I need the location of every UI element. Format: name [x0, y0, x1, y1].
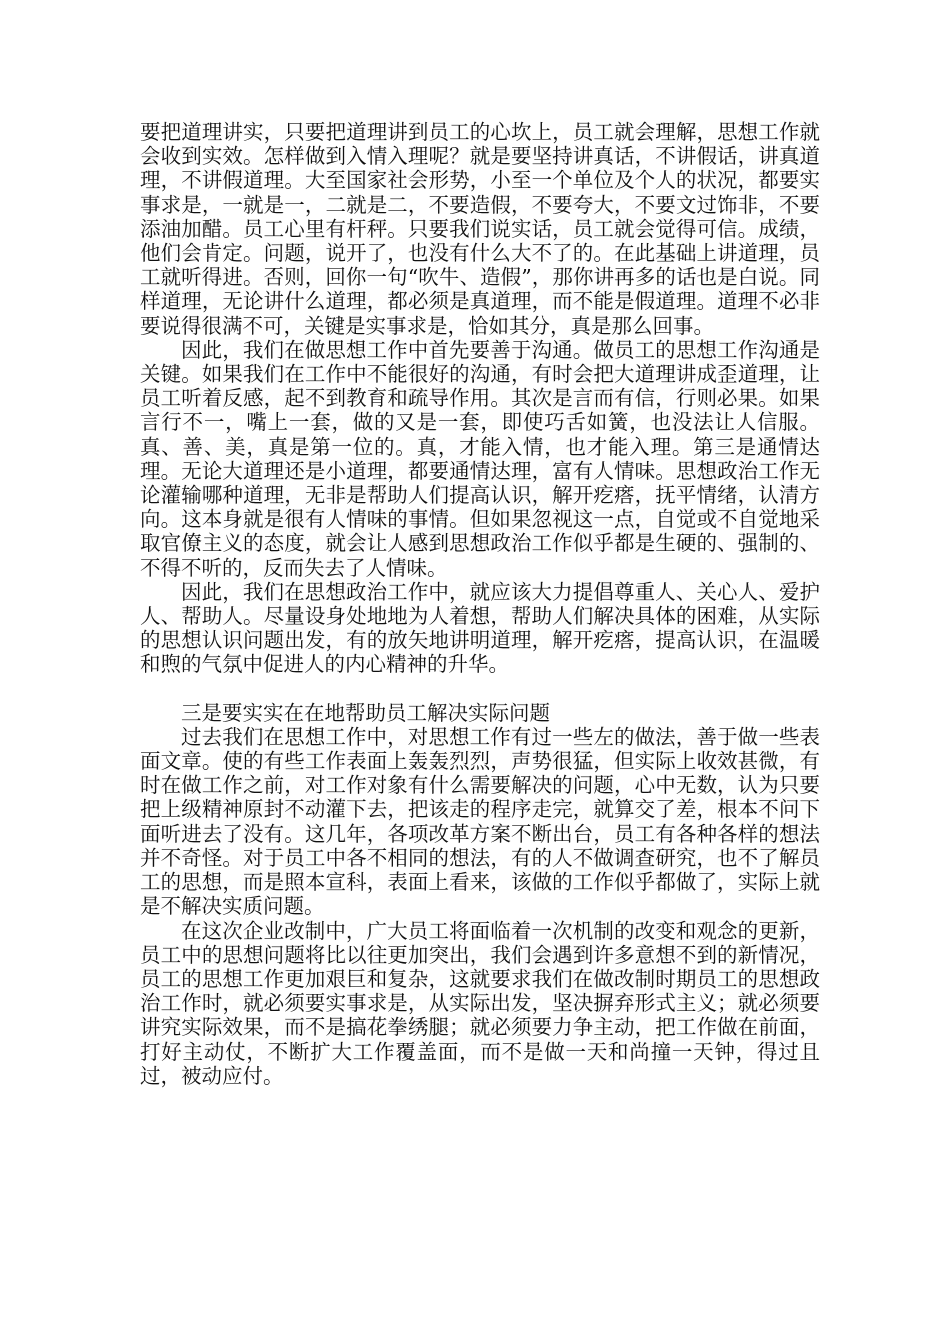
- section-heading: 三是要实实在在地帮助员工解决实际问题: [181, 700, 550, 725]
- paragraph-intro: 要把道理讲实，只要把道理讲到员工的心坎上，员工就会理解，思想工作就会收到实效。怎样做到入情入理呢？就是要坚持讲真话，不讲假话，讲真道理，不讲假道理。大至国家社会形势，小至一个单位及个人的状况，都要实事求是，一就是一，二就是二，不要造假，不要夸大，不要文过饰非，不要添油加醋。员工心里有杆秤。只要我们说实话，员工就会觉得可信。成绩，他们会肯定。问题，说开了，也没有什么大不了的。在此基础上讲道理，员工就听得进。否则，回你一句“吹牛、造假”，那你讲再多的话也是白说。同样道理，无论讲什么道理，都必须是真道理，而不能是假道理。道理不必非要说得很满不可，关键是实事求是，恰如其分，真是那么回事。: [140, 120, 820, 338]
- paragraph-past-practice: 过去我们在思想工作中，对思想工作有过一些左的做法，善于做一些表面文章。使的有些工作表面上轰轰烈烈，声势很猛，但实际上收效甚微，有时在做工作之前，对工作对象有什么需要解决的问题，心中无数，认为只要把上级精神原封不动灌下去，把该走的程序走完，就算交了差，根本不问下面听进去了没有。这几年，各项改革方案不断出台，员工有各种各样的想法并不奇怪。对于员工中各不相同的想法，有的人不做调查研究，也不了解员工的思想，而是照本宣科，表面上看来，该做的工作似乎都做了，实际上就是不解决实质问题。: [140, 724, 820, 919]
- paragraph-respect: 因此，我们在思想政治工作中，就应该大力提倡尊重人、关心人、爱护人、帮助人。尽量设身处地地为人着想，帮助人们解决具体的困难，从实际的思想认识问题出发，有的放矢地讲明道理，解开疙瘩，提高认识，在温暖和煦的气氛中促进人的内心精神的升华。: [140, 579, 820, 677]
- paragraph-gap: [140, 677, 820, 701]
- paragraph-communication: 因此，我们在做思想工作中首先要善于沟通。做员工的思想工作沟通是关键。如果我们在工作中不能很好的沟通，有时会把大道理讲成歪道理，让员工听着反感，起不到教育和疏导作用。其次是言而有信，行则必果。如果言行不一，嘴上一套，做的又是一套，即使巧舌如簧，也没法让人信服。真、善、美，真是第一位的。真，才能入情，也才能入理。第三是通情达理。无论大道理还是小道理，都要通情达理，富有人情味。思想政治工作无论灌输哪种道理，无非是帮助人们提高认识，解开疙瘩，抚平情绪，认清方向。这本身就是很有人情味的事情。但如果忽视这一点，自觉或不自觉地采取官僚主义的态度，就会让人感到思想政治工作似乎都是生硬的、强制的、不得不听的，反而失去了人情味。: [140, 337, 820, 580]
- document-page: [140, 120, 820, 1088]
- paragraph-reform: 在这次企业改制中，广大员工将面临着一次机制的改变和观念的更新，员工中的思想问题将比以往更加突出，我们会遇到许多意想不到的新情况，员工的思想工作更加艰巨和复杂，这就要求我们在做改制时期员工的思想政治工作时，就必须要实事求是，从实际出发，坚决摒弃形式主义；就必须要讲究实际效果，而不是搞花拳绣腿；就必须要力争主动，把工作做在前面，打好主动仗，不断扩大工作覆盖面，而不是做一天和尚撞一天钟，得过且过，被动应付。: [140, 918, 820, 1088]
